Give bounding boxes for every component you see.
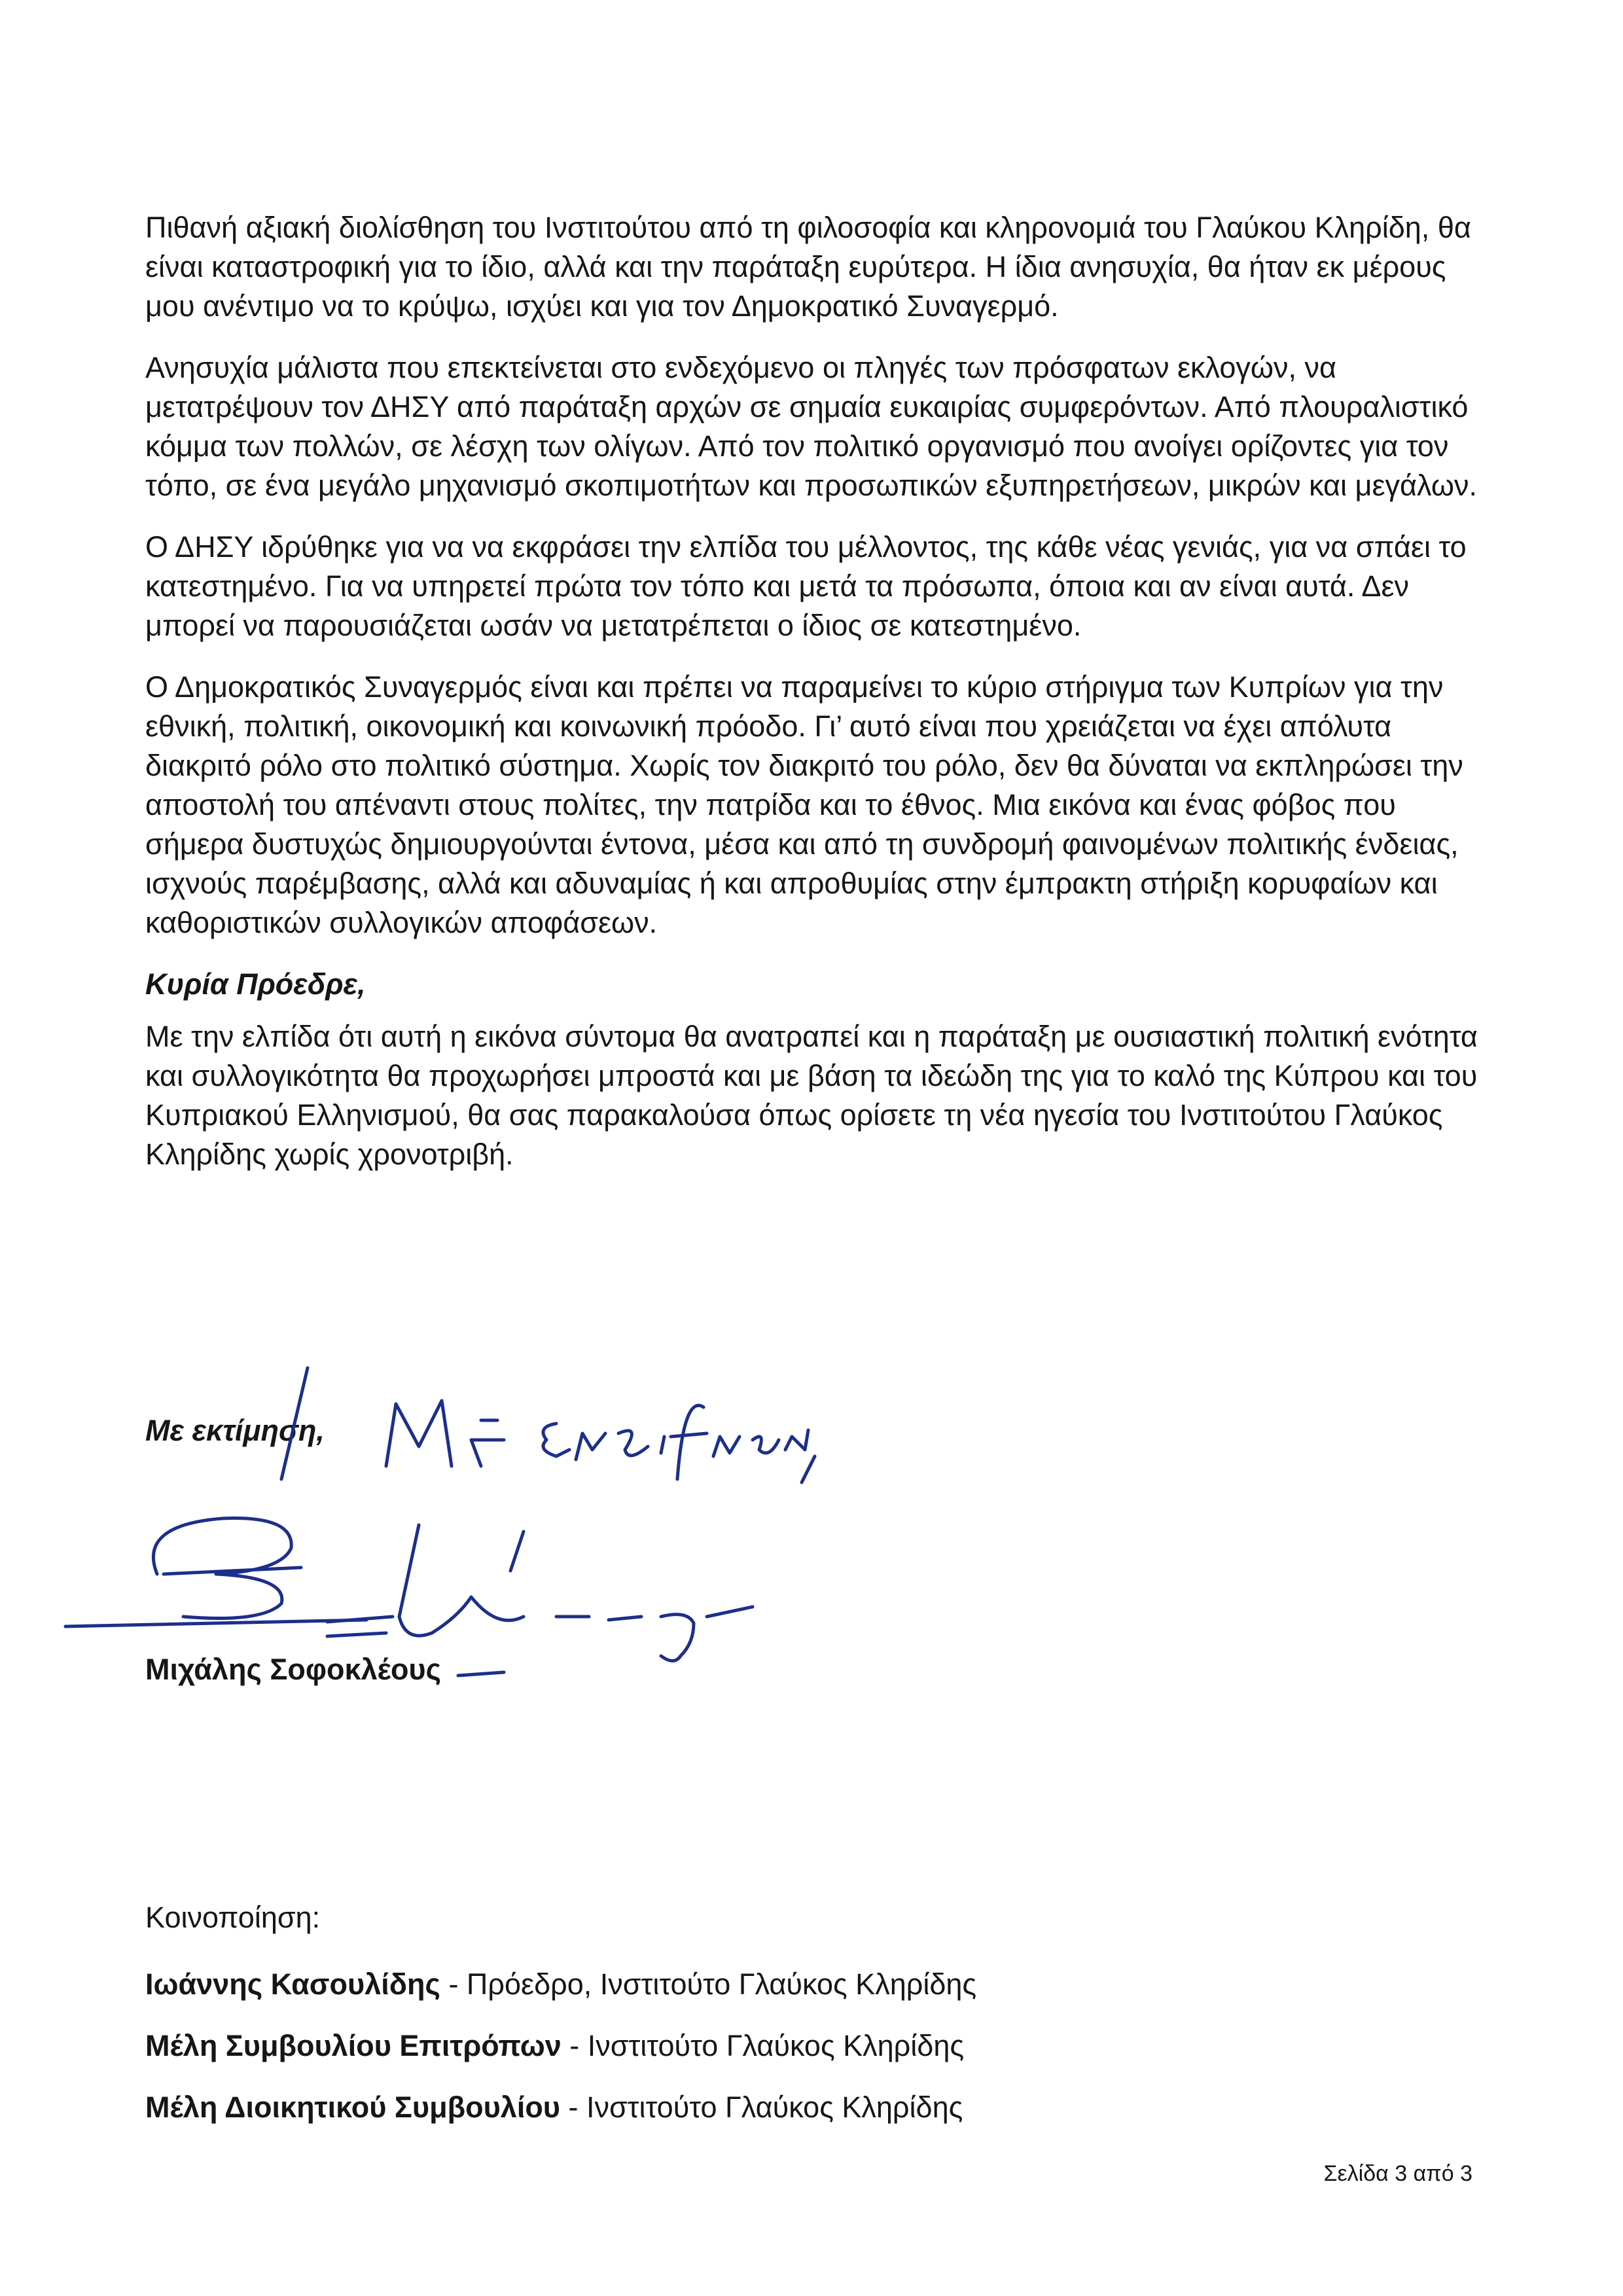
paragraph-3: Ο ΔΗΣΥ ιδρύθηκε για να να εκφράσει την ελπίδα του μέλλοντος, της κάθε νέας γενιάς, για να σπάει το κατεστημένο. Για να υπηρετεί πρώτα τον τόπο και μετά τα πρόσωπα, όποια και αν είναι αυτά. Δεν μπορεί να παρουσιάζεται ωσάν να μετατρέπεται ο ίδιος σε κατεστημένο. bbox=[145, 530, 1467, 642]
page-number: Σελίδα 3 από 3 bbox=[1323, 2161, 1472, 2186]
cc-recipient bbox=[145, 1965, 976, 2004]
handwritten-stroke bbox=[661, 1437, 664, 1453]
paragraph-1: Πιθανή αξιακή διολίσθηση του Ινστιτούτου από τη φιλοσοφία και κληρονομιά του Γλαύκου Κληρίδη, θα είναι καταστροφική για το ίδιο, αλλά και την παράταξη ευρύτερα. Η ίδια ανησυχία, θα ήταν εκ μέρους μου ανέντιμο να το κρύψω, ισχύει και για τον Δημοκρατικό Συναγερμό. bbox=[145, 211, 1471, 323]
paragraph-2: Ανησυχία μάλιστα που επεκτείνεται στο ενδεχόμενο οι πληγές των πρόσφατων εκλογών, να μετατρέψουν τον ΔΗΣΥ από παράταξη αρχών σε σημαία ευκαιρίας συμφερόντων. Από πλουραλιστικό κόμμα των πολλών, σε λέσχη των ολίγων. Από τον πολιτικό οργανισμό που ανοίγει ορίζοντες για τον τόπο, σε ένα μεγάλο μηχανισμό σκοπιμοτήτων και προσωπικών εξυπηρετήσεων, μικρών και μεγάλων. bbox=[145, 351, 1477, 502]
handwritten-stroke bbox=[576, 1433, 605, 1460]
handwritten-stroke bbox=[164, 1568, 301, 1574]
cc-recipient-name: Μέλη Συμβουλίου Επιτρόπων bbox=[145, 2029, 562, 2062]
cc-recipient-name: Ιωάννης Κασουλίδης bbox=[145, 1967, 440, 2001]
cc-label: Κοινοποίηση: bbox=[145, 1901, 321, 1934]
letter-body bbox=[145, 208, 1480, 1196]
handwritten-stroke bbox=[661, 1615, 694, 1661]
handwritten-stroke bbox=[785, 1430, 808, 1450]
cc-recipient-role: - Ινστιτούτο Γλαύκος Κληρίδης bbox=[560, 2090, 963, 2124]
closing-phrase: Με εκτίμηση, bbox=[145, 1414, 325, 1447]
handwritten-stroke bbox=[713, 1437, 740, 1456]
final-paragraph: Με την ελπίδα ότι αυτή η εικόνα σύντομα θα ανατραπεί και η παράταξη με ουσιαστική πολιτική ενότητα και συλλογικότητα θα προχωρήσει μπροστά και με βάση τα ιδεώδη της για το καλό της Κύπρου και του Κυπριακού Ελληνισμού, θα σας παρακαλούσα όπως ορίσετε τη νέα ηγεσία του Ινστιτούτου Γλαύκος Κληρίδης χωρίς χρονοτριβή. bbox=[145, 1020, 1478, 1171]
handwritten-stroke bbox=[399, 1525, 524, 1636]
handwritten-stroke bbox=[65, 1620, 366, 1626]
handwritten-stroke bbox=[386, 1401, 452, 1466]
handwritten-stroke bbox=[802, 1456, 815, 1482]
cc-block bbox=[145, 1898, 976, 2149]
handwritten-stroke bbox=[753, 1437, 779, 1453]
cc-recipient bbox=[145, 2026, 976, 2066]
handwritten-stroke bbox=[327, 1617, 393, 1636]
salutation: Κυρία Πρόεδρε, bbox=[145, 967, 366, 1001]
handwritten-stroke bbox=[153, 1518, 291, 1619]
cc-recipient-name: Μέλη Διοικητικού Συμβουλίου bbox=[145, 2090, 560, 2124]
cc-recipient bbox=[145, 2088, 976, 2127]
handwritten-stroke bbox=[556, 1617, 641, 1620]
handwritten-stroke bbox=[471, 1420, 504, 1466]
handwritten-stroke bbox=[707, 1607, 753, 1617]
handwritten-stroke bbox=[458, 1672, 504, 1676]
cc-recipient-role: - Πρόεδρο, Ινστιτούτο Γλαύκος Κληρίδης bbox=[440, 1967, 977, 2001]
handwritten-stroke bbox=[618, 1431, 648, 1456]
handwritten-stroke bbox=[671, 1405, 707, 1479]
cc-recipient-role: - Ινστιτούτο Γλαύκος Κληρίδης bbox=[561, 2029, 965, 2062]
handwritten-stroke bbox=[510, 1532, 524, 1571]
handwritten-stroke bbox=[543, 1424, 569, 1456]
paragraph-4: Ο Δημοκρατικός Συναγερμός είναι και πρέπει να παραμείνει το κύριο στήριγμα των Κυπρίων για την εθνική, πολιτική, οικονομική και κοινωνική πρόοδο. Γι’ αυτό είναι που χρειάζεται να έχει απόλυτα διακριτό ρόλο στο πολιτικό σύστημα. Χωρίς τον διακριτό του ρόλο, δεν θα δύναται να εκπληρώσει την αποστολή του απέναντι στους πολίτες, την πατρίδα και το έθνος. Μια εικόνα και ένας φόβος που σήμερα δυστυχώς δημιουργούνται έντονα, μέσα και από τη συνδρομή φαινομένων πολιτικής ένδειας, ισχνούς παρέμβασης, αλλά και αδυναμίας ή και απροθυμίας στην έμπρακτη στήριξη κορυφαίων και καθοριστικών συλλογικών αποφάσεων. bbox=[145, 670, 1463, 939]
signer-name: Μιχάλης Σοφοκλέους bbox=[145, 1653, 442, 1686]
